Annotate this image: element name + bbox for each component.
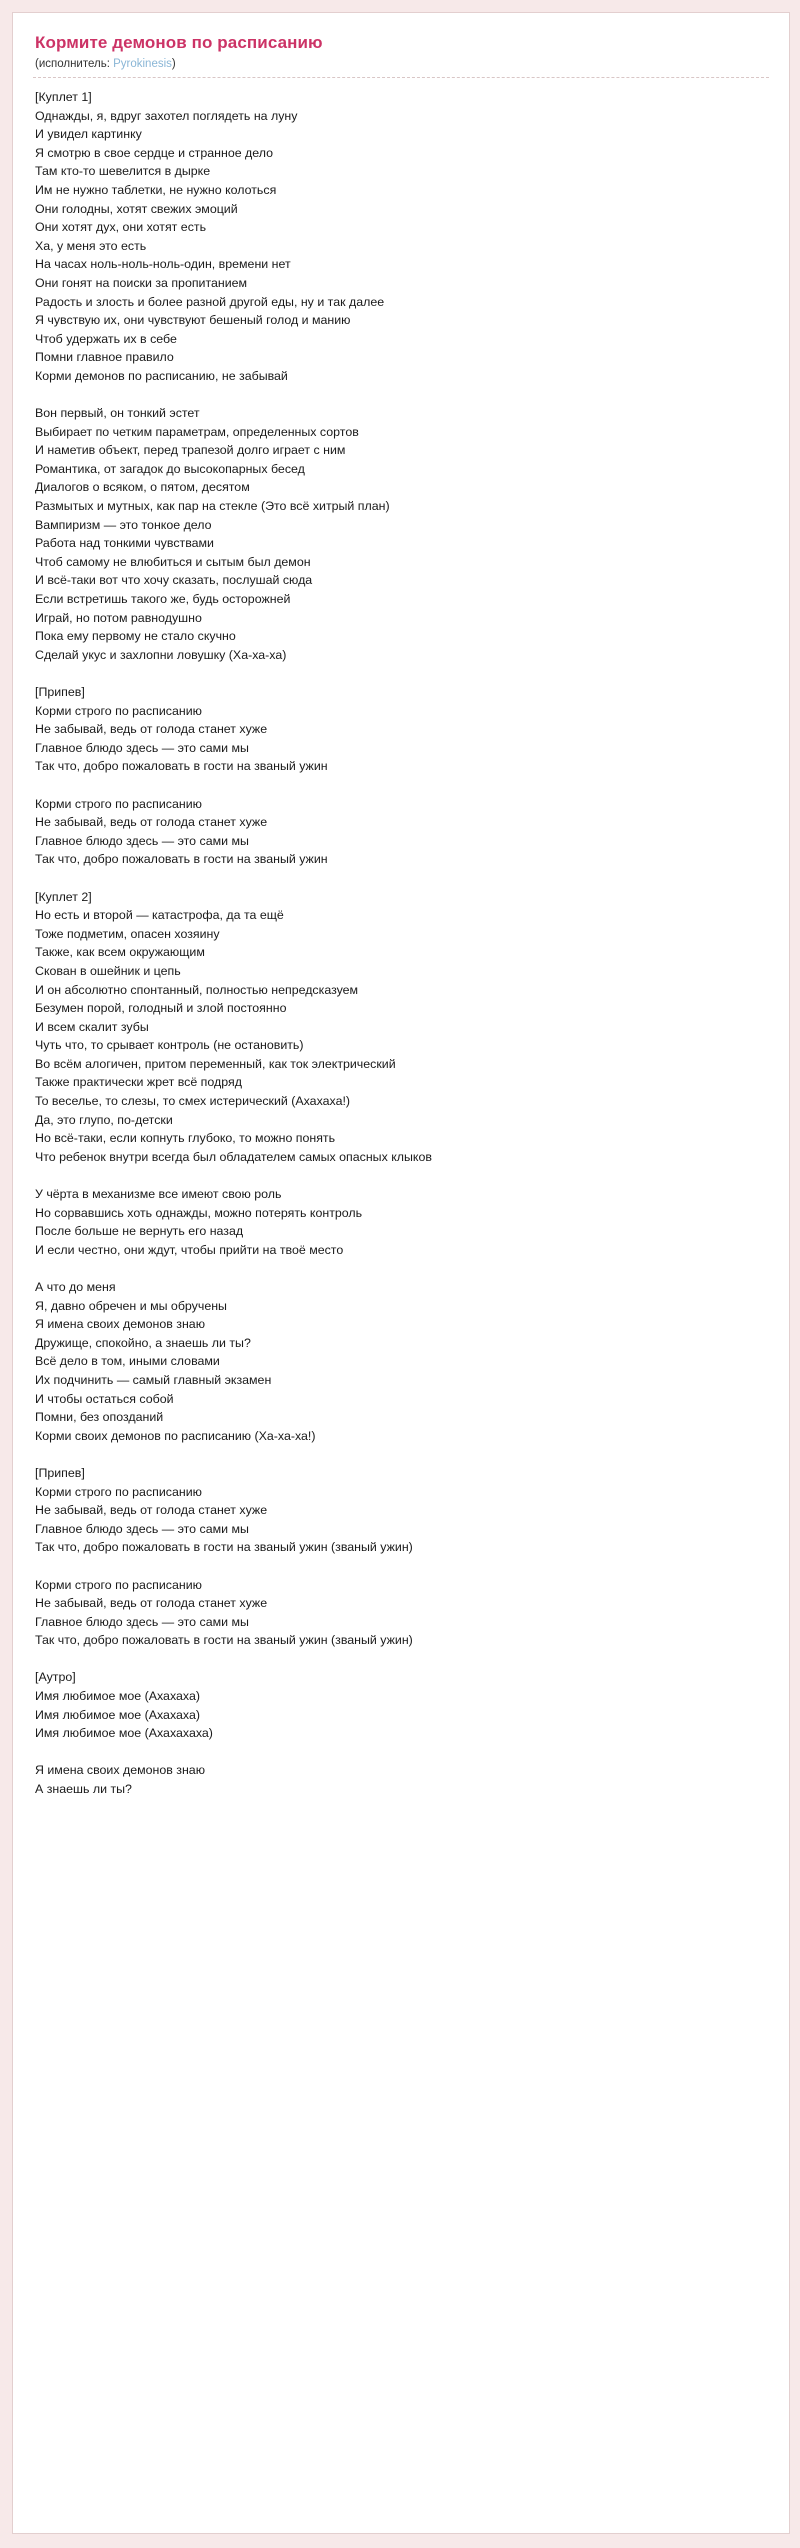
lyrics-line: Не забывай, ведь от голода станет хуже bbox=[35, 722, 268, 737]
lyrics-line: Во всём алогичен, притом переменный, как ток электрический bbox=[35, 1056, 396, 1071]
header-divider bbox=[33, 77, 769, 78]
lyrics-line: Я чувствую их, они чувствуют бешеный голод и манию bbox=[35, 313, 351, 328]
lyrics-line: Чтоб самому не влюбиться и сытым был демон bbox=[35, 554, 311, 569]
lyrics-line: Я имена своих демонов знаю bbox=[35, 1317, 205, 1332]
lyrics-line: Имя любимое мое (Ахахахаха) bbox=[35, 1726, 213, 1741]
lyrics-line: Они гонят на поиски за пропитанием bbox=[35, 275, 248, 290]
lyrics-line: То веселье, то слезы, то смех истерический (Ахахаха!) bbox=[35, 1094, 351, 1109]
lyrics-line: Диалогов о всяком, о пятом, десятом bbox=[35, 480, 250, 495]
lyrics-line: Выбирает по четким параметрам, определенных сортов bbox=[35, 424, 359, 439]
lyrics-line: Чтоб удержать их в себе bbox=[35, 331, 177, 346]
lyrics-line: Вампиризм — это тонкое дело bbox=[35, 517, 212, 532]
lyrics-line: Так что, добро пожаловать в гости на званый ужин bbox=[35, 852, 328, 867]
lyrics-body bbox=[35, 88, 769, 1799]
lyrics-line: Ха, у меня это есть bbox=[35, 238, 147, 253]
lyrics-line: Да, это глупо, по-детски bbox=[35, 1112, 173, 1127]
lyrics-line: Им не нужно таблетки, не нужно колоться bbox=[35, 182, 277, 197]
lyrics-line: Главное блюдо здесь — это сами мы bbox=[35, 1521, 249, 1536]
lyrics-line: Тоже подметим, опасен хозяину bbox=[35, 926, 220, 941]
lyrics-line: Чуть что, то срывает контроль (не остановить) bbox=[35, 1038, 304, 1053]
lyrics-line: Там кто-то шевелится в дырке bbox=[35, 164, 211, 179]
lyrics-line: Помни, без опозданий bbox=[35, 1410, 164, 1425]
lyrics-line: Также, как всем окружающим bbox=[35, 945, 205, 960]
lyrics-line: А что до меня bbox=[35, 1280, 116, 1294]
lyrics-line: Не забывай, ведь от голода станет хуже bbox=[35, 1503, 268, 1518]
lyrics-section-label: [Куплет 1] bbox=[35, 90, 92, 104]
lyrics-line: Вон первый, он тонкий эстет bbox=[35, 406, 200, 421]
lyrics-line: Играй, но потом равнодушно bbox=[35, 610, 202, 625]
lyrics-line: Имя любимое мое (Ахахаха) bbox=[35, 1689, 200, 1704]
lyrics-blank-line bbox=[35, 1259, 769, 1278]
lyrics-section-label: [Аутро] bbox=[35, 1670, 76, 1685]
lyrics-line: Я смотрю в свое сердце и странное дело bbox=[35, 145, 274, 160]
lyrics-line: После больше не вернуть его назад bbox=[35, 1224, 244, 1239]
lyrics-line: Корми строго по расписанию bbox=[35, 1484, 202, 1499]
lyrics-section-label: [Припев] bbox=[35, 685, 85, 699]
lyrics-line: Так что, добро пожаловать в гости на званый ужин bbox=[35, 759, 328, 774]
lyrics-line: И если честно, они ждут, чтобы прийти на твоё место bbox=[35, 1242, 344, 1257]
lyrics-line: И наметив объект, перед трапезой долго играет с ним bbox=[35, 443, 346, 458]
lyrics-line: Дружище, спокойно, а знаешь ли ты? bbox=[35, 1335, 251, 1350]
lyrics-line: Имя любимое мое (Ахахаха) bbox=[35, 1707, 200, 1722]
lyrics-line: И всё-таки вот что хочу сказать, послушай сюда bbox=[35, 573, 313, 588]
lyrics-line: Также практически жрет всё подряд bbox=[35, 1075, 242, 1090]
lyrics-line: Корми строго по расписанию bbox=[35, 703, 202, 718]
lyrics-line: Если встретишь такого же, будь осторожней bbox=[35, 592, 291, 607]
lyrics-blank-line bbox=[35, 1445, 769, 1464]
lyrics-line: Главное блюдо здесь — это сами мы bbox=[35, 1614, 249, 1629]
lyrics-line: Корми демонов по расписанию, не забывай bbox=[35, 368, 288, 383]
lyrics-line: Не забывай, ведь от голода станет хуже bbox=[35, 1596, 268, 1611]
lyrics-line: Однажды, я, вдруг захотел поглядеть на луну bbox=[35, 108, 298, 123]
lyrics-line: Корми строго по расписанию bbox=[35, 1577, 202, 1592]
artist-prefix: (исполнитель: bbox=[35, 58, 114, 70]
lyrics-line: Скован в ошейник и цепь bbox=[35, 963, 181, 978]
lyrics-blank-line bbox=[35, 869, 769, 888]
lyrics-line: И всем скалит зубы bbox=[35, 1019, 149, 1034]
lyrics-line: И увидел картинку bbox=[35, 127, 142, 142]
lyrics-line: Их подчинить — самый главный экзамен bbox=[35, 1372, 272, 1387]
lyrics-line: Пока ему первому не стало скучно bbox=[35, 629, 236, 644]
lyrics-blank-line bbox=[35, 1743, 769, 1762]
lyrics-line: Но всё-таки, если копнуть глубоко, то можно понять bbox=[35, 1131, 336, 1146]
lyrics-line: Романтика, от загадок до высокопарных бесед bbox=[35, 461, 305, 476]
lyrics-line: Работа над тонкими чувствами bbox=[35, 536, 214, 551]
lyrics-line: Я, давно обречен и мы обручены bbox=[35, 1298, 227, 1313]
lyrics-line: Радость и злость и более разной другой еды, ну и так далее bbox=[35, 294, 385, 309]
lyrics-line: На часах ноль-ноль-ноль-один, времени нет bbox=[35, 257, 291, 272]
lyrics-section-label: [Припев] bbox=[35, 1465, 85, 1480]
lyrics-blank-line bbox=[35, 664, 769, 683]
lyrics-line: Они голодны, хотят свежих эмоций bbox=[35, 201, 238, 216]
lyrics-line: Сделай укус и захлопни ловушку (Ха-ха-ха) bbox=[35, 647, 287, 662]
lyrics-line: Главное блюдо здесь — это сами мы bbox=[35, 833, 249, 848]
lyrics-line: Они хотят дух, они хотят есть bbox=[35, 220, 207, 235]
lyrics-line: Но есть и второй — катастрофа, да та ещё bbox=[35, 908, 284, 923]
lyrics-line: Так что, добро пожаловать в гости на званый ужин (званый ужин) bbox=[35, 1633, 413, 1648]
lyrics-line: Главное блюдо здесь — это сами мы bbox=[35, 740, 249, 755]
lyrics-blank-line bbox=[35, 1166, 769, 1185]
lyrics-line: Я имена своих демонов знаю bbox=[35, 1763, 205, 1778]
lyrics-line: У чёрта в механизме все имеют свою роль bbox=[35, 1187, 282, 1202]
lyrics-blank-line bbox=[35, 776, 769, 795]
lyrics-line: Но сорвавшись хоть однажды, можно потерять контроль bbox=[35, 1205, 363, 1220]
lyrics-line: Корми строго по расписанию bbox=[35, 796, 202, 811]
lyrics-line: И он абсолютно спонтанный, полностью непредсказуем bbox=[35, 982, 359, 997]
lyrics-line: Не забывай, ведь от голода станет хуже bbox=[35, 815, 268, 830]
lyrics-line: Размытых и мутных, как пар на стекле (Это всё хитрый план) bbox=[35, 499, 390, 514]
lyrics-blank-line bbox=[35, 1650, 769, 1669]
lyrics-line: Всё дело в том, иными словами bbox=[35, 1354, 220, 1369]
lyrics-line: Безумен порой, голодный и злой постоянно bbox=[35, 1001, 287, 1016]
lyrics-line: И чтобы остаться собой bbox=[35, 1391, 174, 1406]
lyrics-blank-line bbox=[35, 386, 769, 405]
lyrics-sheet bbox=[12, 12, 790, 2534]
lyrics-line: Помни главное правило bbox=[35, 350, 174, 365]
artist-link[interactable]: Pyrokinesis bbox=[113, 58, 172, 70]
lyrics-line: Корми своих демонов по расписанию (Ха-ха-ха!) bbox=[35, 1428, 316, 1443]
page-title: Кормите демонов по расписанию bbox=[35, 33, 323, 52]
artist-line bbox=[35, 57, 769, 71]
lyrics-line: Что ребенок внутри всегда был обладателем самых опасных клыков bbox=[35, 1149, 432, 1164]
lyrics-section-label: [Куплет 2] bbox=[35, 889, 92, 904]
lyrics-line: Так что, добро пожаловать в гости на званый ужин (званый ужин) bbox=[35, 1540, 413, 1555]
lyrics-blank-line bbox=[35, 1557, 769, 1576]
artist-suffix: ) bbox=[171, 58, 176, 70]
lyrics-line: А знаешь ли ты? bbox=[35, 1782, 132, 1797]
